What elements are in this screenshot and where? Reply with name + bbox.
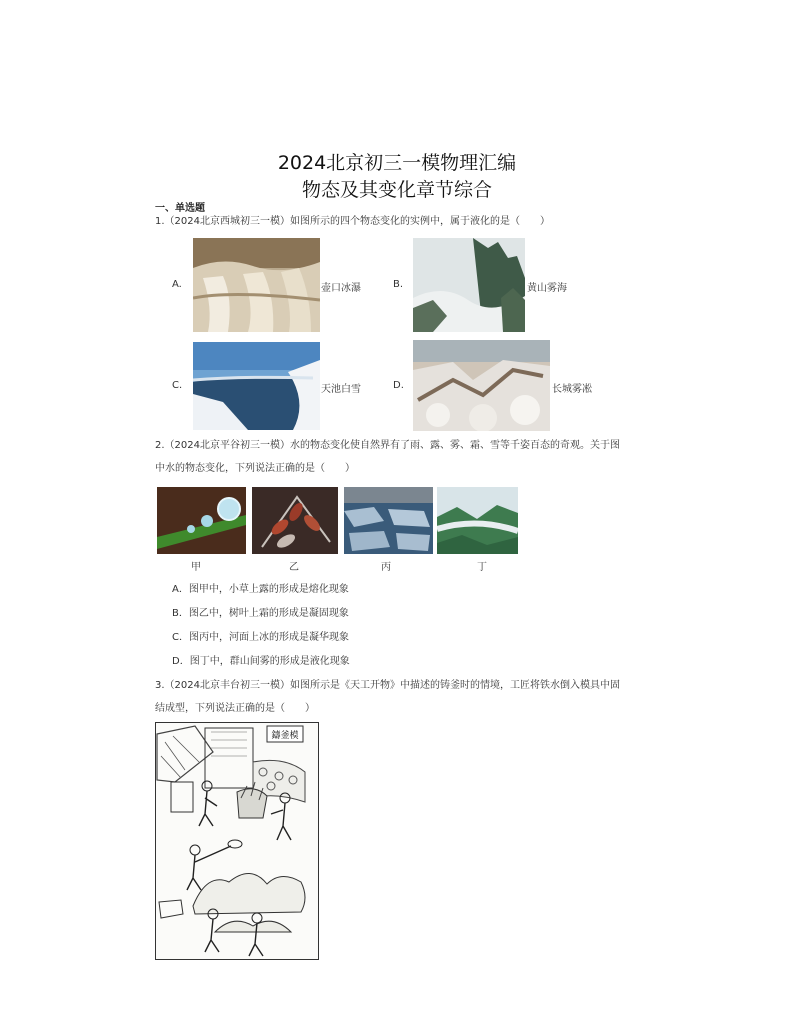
q1-option-d-photo: [413, 340, 550, 431]
q1-option-c-photo: [193, 342, 320, 430]
q3-illustration: [155, 722, 319, 960]
illustration-title-text: 鑄釜模: [271, 731, 299, 741]
q1-option-a-photo: [193, 238, 320, 332]
q2-choice-d: D．图丁中，群山间雾的形成是液化现象: [172, 656, 350, 667]
q1-option-b-photo: [413, 238, 525, 332]
q2-label-yi: 乙: [289, 562, 299, 573]
question-2-stem-line2: 中水的物态变化，下列说法正确的是（ ）: [155, 463, 355, 474]
section-heading: 一、单选题: [155, 203, 205, 214]
q2-photo-bing: [344, 487, 433, 554]
page-subtitle: 物态及其变化章节综合: [301, 179, 492, 201]
question-2-stem-line1: 2.（2024北京平谷初三一模）水的物态变化使自然界有了雨、露、雾、霜、雪等千姿百态的奇观。关于图: [155, 440, 620, 451]
q1-option-c-letter: C.: [172, 380, 183, 391]
q2-choice-c: C．图丙中，河面上冰的形成是凝华现象: [172, 632, 349, 643]
q2-label-bing: 丙: [381, 562, 391, 573]
q1-option-d-caption: 长城雾凇: [552, 384, 592, 395]
q2-label-jia: 甲: [191, 562, 201, 573]
q1-option-d-letter: D.: [393, 380, 404, 391]
q1-option-b-caption: 黄山雾海: [527, 283, 567, 294]
question-3-stem-line1: 3.（2024北京丰台初三一模）如图所示是《天工开物》中描述的铸釜时的情境，工匠将铁水倒入模具中固: [155, 680, 620, 691]
question-3-stem-line2: 结成型，下列说法正确的是（ ）: [155, 703, 315, 714]
q1-option-a-letter: A.: [172, 279, 182, 290]
q2-choice-a: A．图甲中，小草上露的形成是熔化现象: [172, 584, 349, 595]
q1-option-c-caption: 天池白雪: [321, 384, 361, 395]
page-title: 2024北京初三一模物理汇编: [277, 152, 517, 174]
q2-photo-yi: [252, 487, 338, 554]
q1-option-a-caption: 壶口冰瀑: [321, 283, 361, 294]
q2-label-ding: 丁: [477, 562, 487, 573]
q2-photo-jia: [157, 487, 246, 554]
q2-photo-ding: [437, 487, 518, 554]
q1-option-b-letter: B.: [393, 279, 404, 290]
question-1-stem: 1.（2024北京西城初三一模）如图所示的四个物态变化的实例中，属于液化的是（ ）: [155, 216, 550, 227]
q2-choice-b: B．图乙中，树叶上霜的形成是凝固现象: [172, 608, 349, 619]
